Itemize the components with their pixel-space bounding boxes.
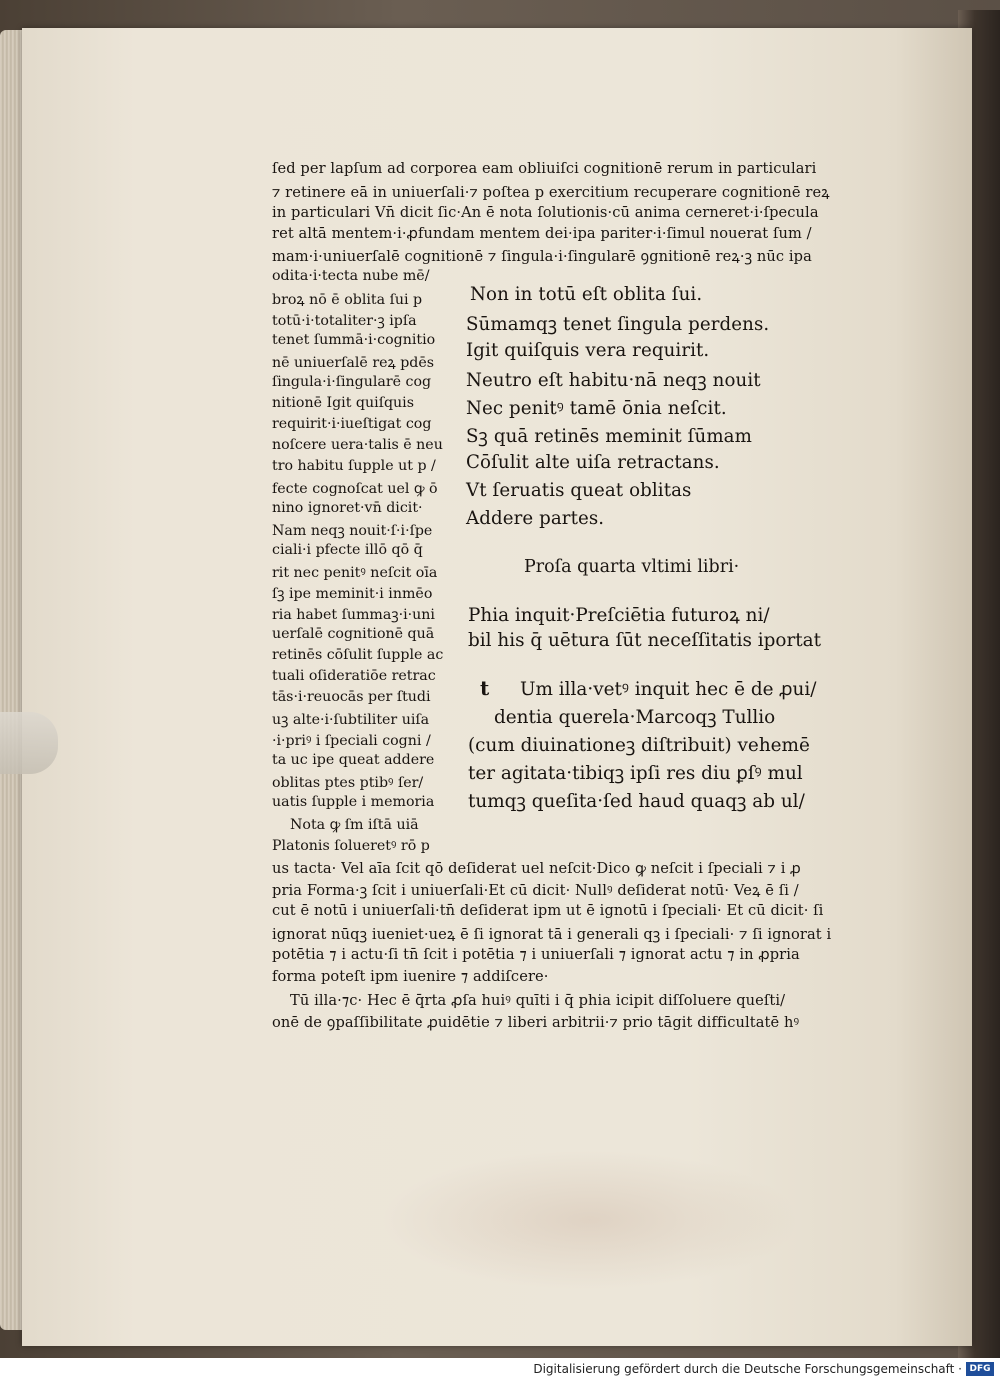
commentary-line: requirit·i·iueſtigat cog — [272, 416, 432, 432]
verse-line: Igit quiſquis vera requirit. — [466, 340, 710, 361]
commentary-line: ſꝫ ipe meminit·i inmēo — [272, 586, 433, 602]
verse-line: Nec penitꝰ tamē ōnia neſcit. — [466, 398, 727, 419]
commentary-line: in particulari Vn̄ dicit ſic·An ē nota ſolutionis·cū anima cerneret·i·ſpecula — [272, 204, 819, 221]
commentary-line: tenet ſummā·i·cognitio — [272, 332, 436, 348]
prose-line: bil his q̄ uētura ſūt neceſſitatis iportat — [468, 630, 822, 651]
commentary-line: oblitas ptes ptibꝰ ſer/ — [272, 775, 424, 791]
commentary-line: retinēs cōſulit ſupple ac — [272, 647, 444, 663]
commentary-line: nē uniuerſalē reꝝ pdēs — [272, 355, 435, 371]
commentary-line: Nam neqꝫ nouit·ſ·i·ſpe — [272, 523, 433, 539]
guide-initial-letter: t — [480, 676, 490, 700]
commentary-line: Nota ꝙ ſm iſtā uiā — [290, 817, 419, 833]
prose-line: ter agitata·tibiqꝫ ipſi res diu ꝑſꝰ mul — [468, 763, 803, 784]
commentary-line: uerſalē cognitionē quā — [272, 626, 435, 642]
commentary-line: nino ignoret·vn̄ dicit· — [272, 500, 423, 516]
commentary-line: cut ē notū i uniuerſali·tn̄ deſiderat ipm ut ē ignotū i ſpeciali· Et cū dicit· ſi — [272, 902, 824, 919]
commentary-line: rit nec penitꝰ neſcit oīa — [272, 565, 438, 581]
commentary-line: ret altā mentem·i·ꝓfundam mentem dei·ipa pariter·i·ſimul nouerat ſum / — [272, 225, 812, 242]
commentary-line: totū·i·totaliter·ꝫ ipſa — [272, 313, 417, 329]
verse-line: Sūmamqꝫ tenet ſingula perdens. — [466, 314, 770, 335]
prose-line: Um illa·vetꝰ inquit hec ē de ꝓui/ — [520, 679, 817, 700]
prosa-heading: Proſa quarta vltimi libri· — [524, 557, 740, 577]
commentary-line: us tacta· Vel aīa ſcit qō deſiderat uel neſcit·Dico ꝙ neſcit i ſpeciali ⁊ i ꝓ — [272, 860, 801, 877]
commentary-line: broꝝ nō ē oblita ſui p — [272, 292, 423, 308]
commentary-line: ciali·i pfecte illō qō q̄ — [272, 542, 423, 558]
commentary-line: ſingula·i·ſingularē cog — [272, 374, 432, 390]
commentary-line: uꝫ alte·i·ſubtiliter uiſa — [272, 712, 430, 728]
commentary-line: Tū illa·⁊c· Hec ē q̄rta ꝓſa huiꝰ quīti i q̄ phia icipit diſſoluere queſti/ — [290, 992, 786, 1009]
commentary-line: potētia ⁊ i actu·ſi tn̄ ſcit i potētia ⁊ i uniuerſali ⁊ ignorat actu ⁊ in ꝓpria — [272, 946, 800, 963]
commentary-line: mam·i·uniuerſalē cognitionē ⁊ ſingula·i·ſingularē ꝯgnitionē reꝝ·ꝫ nūc ipa — [272, 248, 812, 265]
commentary-line: ſed per lapſum ad corporea eam obliuiſci cognitionē rerum in particulari — [272, 160, 817, 177]
verse-line: Non in totū eſt oblita ſui. — [470, 284, 703, 305]
prose-line: (cum diuinationeꝫ diſtribuit) vehemē — [468, 735, 810, 756]
commentary-line: forma poteſt ipm iuenire ⁊ addiſcere· — [272, 968, 549, 985]
commentary-line: tās·i·reuocās per ſtudi — [272, 689, 431, 705]
commentary-line: noſcere uera·talis ē neu — [272, 437, 443, 453]
commentary-line: ria habet ſummaꝫ·i·uni — [272, 607, 435, 623]
commentary-line: pria Forma·ꝫ ſcit i uniuerſali·Et cū dicit· Nullꝰ deſiderat notū· Veꝝ ē ſi / — [272, 882, 799, 899]
verse-line: Cōſulit alte uiſa retractans. — [466, 452, 720, 473]
verse-line: Addere partes. — [466, 508, 605, 529]
verse-line: Neutro eſt habitu·nā neqꝫ nouit — [466, 370, 761, 391]
verse-line: Vt ſeruatis queat oblitas — [466, 480, 692, 501]
prose-line: tumqꝫ queſita·ſed haud quaqꝫ ab ul/ — [468, 791, 805, 812]
commentary-line: fecte cognoſcat uel ꝙ ō — [272, 481, 438, 497]
commentary-line: tro habitu ſupple ut p / — [272, 458, 436, 474]
commentary-line: uatis ſupple i memoria — [272, 794, 435, 810]
commentary-line: onē de ꝯpaſſibilitate ꝓuidētie ⁊ liberi arbitrii·⁊ prio tāgit difficultatē hꝰ — [272, 1014, 800, 1031]
commentary-line: ignorat nūqꝫ iueniet·ueꝝ ē ſi ignorat tā i generali qꝫ i ſpeciali· ⁊ ſi ignorat i — [272, 926, 832, 943]
prose-line: Phia inquit·Preſciētia futuroꝝ ni/ — [468, 605, 770, 626]
commentary-line: odita·i·tecta nube mē/ — [272, 268, 430, 284]
dfg-logo: DFG — [966, 1362, 994, 1376]
verse-line: Sꝫ quā retinēs meminit ſūmam — [466, 426, 752, 447]
footer-credit: Digitalisierung gefördert durch die Deutsche Forschungsgemeinschaft · — [533, 1362, 962, 1376]
commentary-line: ta uc ipe queat addere — [272, 752, 435, 768]
commentary-line: ⁊ retinere eā in uniuerſali·⁊ poſtea p exercitium recuperare cognitionē reꝝ — [272, 184, 830, 201]
prose-line: dentia querela·Marcoqꝫ Tullio — [494, 707, 776, 728]
commentary-line: tuali oſideratiōe retrac — [272, 668, 436, 684]
bookmark-clip — [0, 712, 58, 774]
page-stain — [380, 1150, 800, 1290]
commentary-line: Platonis ſolueretꝰ rō p — [272, 838, 430, 854]
commentary-line: ·i·priꝰ i ſpeciali cogni / — [272, 733, 431, 749]
commentary-line: nitionē Igit quiſquis — [272, 395, 414, 411]
